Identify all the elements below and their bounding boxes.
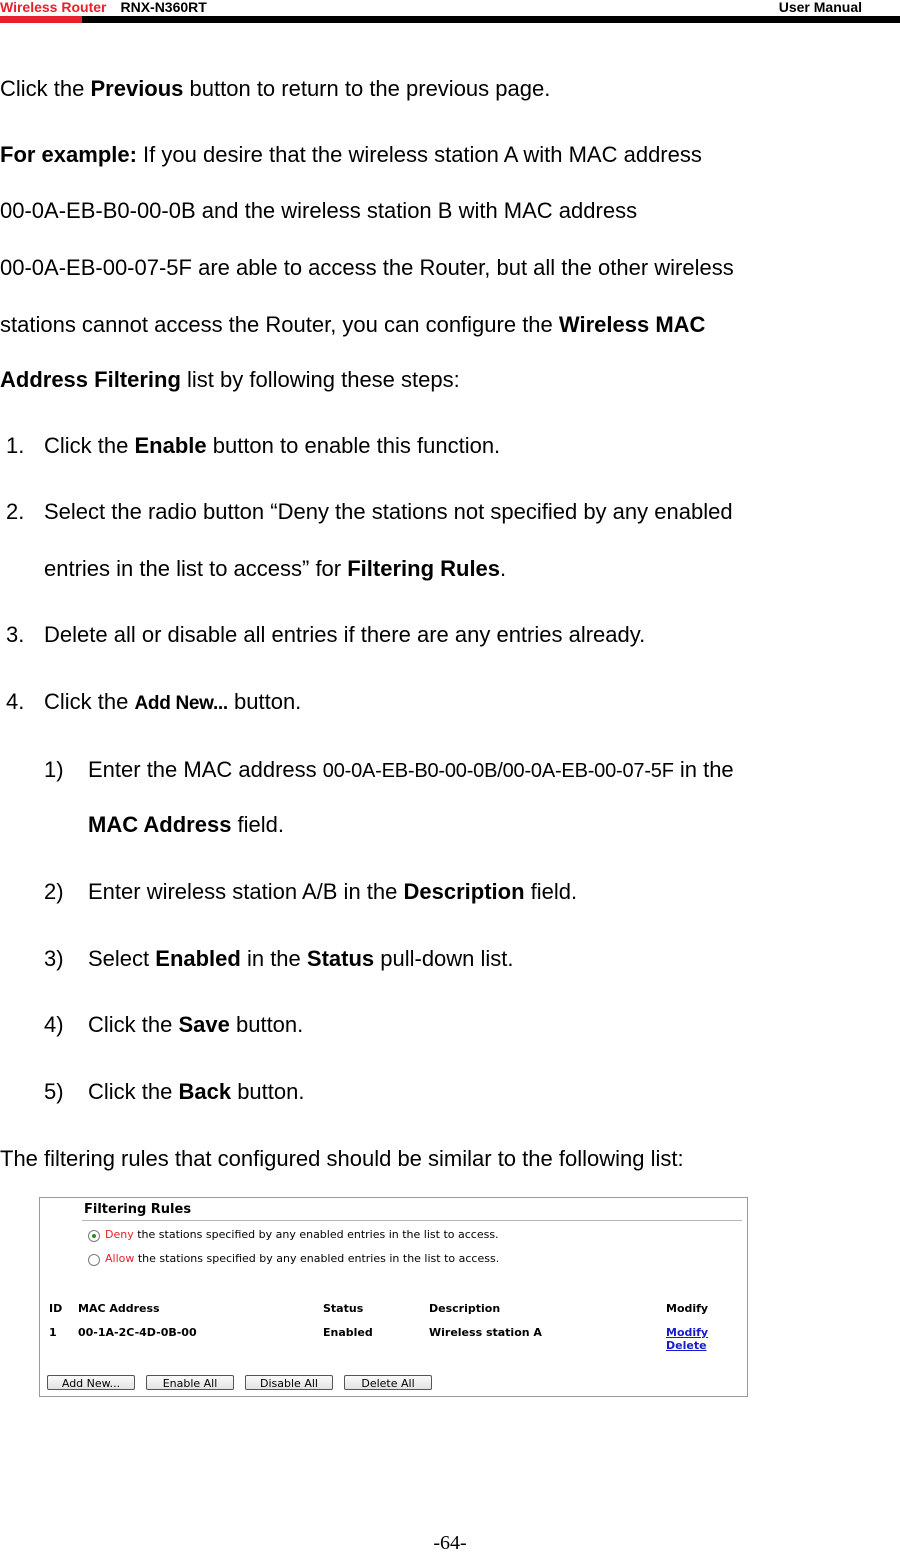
panel-divider (82, 1220, 742, 1221)
step-1: Click the Enable button to enable this function. (44, 433, 501, 458)
brand-name: Wireless Router (0, 0, 107, 15)
page-number: -64- (433, 1532, 467, 1554)
substep-1-line-2: MAC Address field. (88, 812, 285, 837)
row-mac-address: 00-1A-2C-4D-0B-00 (78, 1326, 197, 1339)
example-line-1: For example: If you desire that the wireless station A with MAC address (0, 142, 702, 167)
step-2-line-1: Select the radio button “Deny the stations not specified by any enabled (44, 499, 733, 524)
row-description: Wireless station A (429, 1326, 542, 1339)
delete-all-button[interactable]: Delete All (344, 1375, 432, 1390)
column-header-description: Description (429, 1302, 501, 1315)
substep-3: Select Enabled in the Status pull-down list. (88, 946, 514, 971)
deny-rule-label: Deny the stations specified by any enabled entries in the list to access. (105, 1228, 499, 1241)
substep-4: Click the Save button. (88, 1012, 304, 1037)
example-line-3: 00-0A-EB-00-07-5F are able to access the Router, but all the other wireless (0, 255, 734, 280)
deny-radio[interactable] (88, 1230, 100, 1242)
row-actions (666, 1326, 747, 1352)
example-line-4: stations cannot access the Router, you can configure the Wireless MAC (0, 312, 706, 337)
substep-1-line-1: Enter the MAC address 00-0A-EB-B0-00-0B/00-0A-EB-00-07-5F in the (88, 757, 734, 782)
enable-all-button[interactable]: Enable All (146, 1375, 234, 1390)
header-left (0, 0, 207, 15)
step-number: 4. (6, 689, 25, 714)
substep-number: 5) (44, 1079, 64, 1104)
substep-number: 3) (44, 946, 64, 971)
example-line-2: 00-0A-EB-B0-00-0B and the wireless station B with MAC address (0, 198, 638, 223)
step-2-line-2: entries in the list to access” for Filtering Rules. (44, 556, 507, 581)
row-id: 1 (49, 1326, 57, 1339)
column-header-mac: MAC Address (78, 1302, 160, 1315)
step-3: Delete all or disable all entries if there are any entries already. (44, 622, 646, 647)
substep-2: Enter wireless station A/B in the Description field. (88, 879, 578, 904)
step-4: Click the Add New... button. (44, 689, 302, 714)
step-number: 1. (6, 433, 25, 458)
step-number: 3. (6, 622, 25, 647)
delete-link[interactable]: Delete (666, 1339, 707, 1352)
previous-instruction: Click the Previous button to return to the previous page. (0, 76, 551, 101)
filtering-rules-panel (39, 1197, 748, 1397)
disable-all-button[interactable]: Disable All (245, 1375, 333, 1390)
closing-paragraph: The filtering rules that configured should be similar to the following list: (0, 1146, 684, 1171)
modify-link[interactable]: Modify (666, 1326, 709, 1339)
substep-number: 2) (44, 879, 64, 904)
add-new-button[interactable]: Add New... (47, 1375, 135, 1390)
substep-5: Click the Back button. (88, 1079, 305, 1104)
allow-rule-label: Allow the stations specified by any enabled entries in the list to access. (105, 1252, 500, 1265)
column-header-modify: Modify (666, 1302, 709, 1315)
allow-radio[interactable] (88, 1254, 100, 1266)
column-header-id: ID (49, 1302, 63, 1315)
model-name: RNX-N360RT (120, 0, 207, 15)
column-header-status: Status (323, 1302, 364, 1315)
step-number: 2. (6, 499, 25, 524)
header-rule (0, 16, 900, 23)
example-line-5: Address Filtering list by following these steps: (0, 367, 460, 392)
manual-title: User Manual (778, 0, 862, 15)
row-status: Enabled (323, 1326, 373, 1339)
substep-number: 4) (44, 1012, 64, 1037)
header-rule-accent (0, 16, 82, 23)
panel-title: Filtering Rules (84, 1202, 192, 1217)
substep-number: 1) (44, 757, 64, 782)
